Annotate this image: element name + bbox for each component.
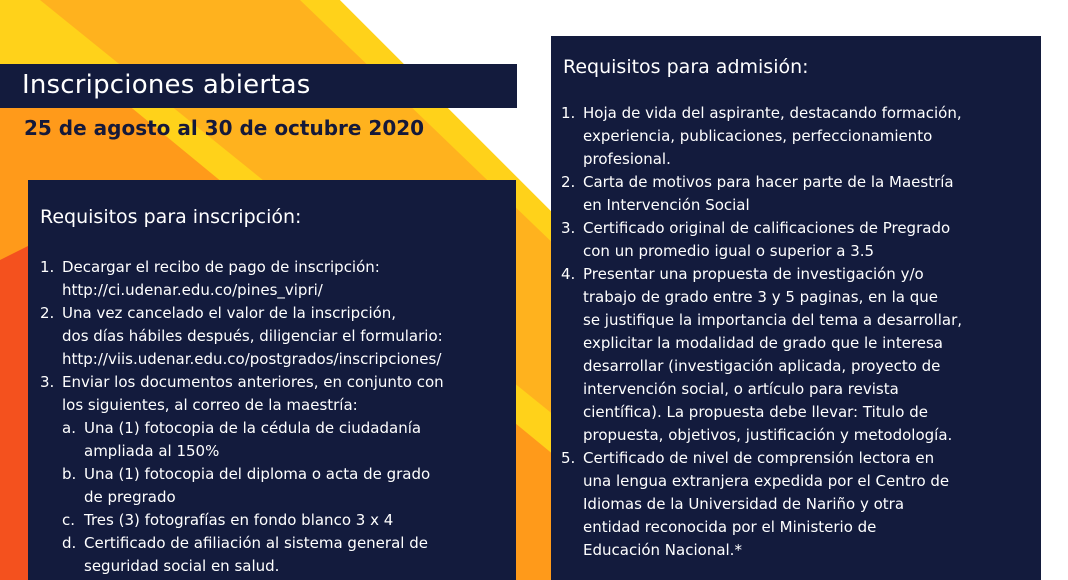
list-text: Certificado de nivel de comprensión lectora en una lengua extranjera expedida por el Centro de Idiomas de la Universidad de Nariño y otra entidad reconocida por el Ministerio de Educación Nacional.* (583, 449, 950, 559)
list-item (561, 102, 1039, 171)
list-item (40, 371, 516, 578)
admission-requirements-heading: Requisitos para admisión: (563, 56, 809, 78)
sublist-letter: b. (62, 465, 77, 483)
list-item (561, 171, 1039, 217)
list-text: Una vez cancelado el valor de la inscripción, dos días hábiles después, diligenciar el formulario: http://viis.udenar.edu.co/postgrados/inscripciones/ (62, 304, 443, 368)
sublist-text: Una (1) fotocopia del diploma o acta de grado de pregrado (84, 465, 431, 506)
list-text: Decargar el recibo de pago de inscripción: http://ci.udenar.edu.co/pines_vipri/ (62, 258, 380, 299)
page-title: Inscripciones abiertas (22, 70, 311, 100)
registration-dates: 25 de agosto al 30 de octubre 2020 (24, 116, 425, 140)
list-item (561, 217, 1039, 263)
sublist-letter: d. (62, 534, 77, 552)
list-item (40, 256, 516, 302)
list-item (561, 447, 1039, 562)
admission-requirements-panel (551, 36, 1041, 580)
list-number: 5. (561, 449, 576, 467)
registration-requirements-panel (28, 180, 516, 580)
sublist-item (62, 509, 516, 532)
list-number: 3. (561, 219, 576, 237)
list-number: 1. (561, 104, 576, 122)
sublist-text: Una (1) fotocopia de la cédula de ciudadanía ampliada al 150% (84, 419, 422, 460)
sublist-item (62, 417, 516, 463)
list-text: Hoja de vida del aspirante, destacando formación, experiencia, publicaciones, perfeccionamiento profesional. (583, 104, 962, 168)
list-number: 1. (40, 258, 55, 276)
sublist-text: Certificado de afiliación al sistema general de seguridad social en salud. (84, 534, 428, 575)
document-sublist (62, 417, 516, 578)
sublist-text: Tres (3) fotografías en fondo blanco 3 x 4 (84, 511, 394, 529)
list-number: 2. (40, 304, 55, 322)
list-text: Presentar una propuesta de investigación y/o trabajo de grado entre 3 y 5 paginas, en la que se justifique la importancia del tema a desarrollar, explicitar la modalidad de grado que le interesa desarrollar (investigación aplicada, proyecto de intervención social, o artículo para revista científica). La propuesta debe llevar: Titulo de propuesta, objetivos, justificación y metodología. (583, 265, 963, 444)
list-text: Carta de motivos para hacer parte de la Maestría en Intervención Social (583, 173, 954, 214)
list-number: 2. (561, 173, 576, 191)
list-number: 3. (40, 373, 55, 391)
sublist-item (62, 463, 516, 509)
registration-requirements-list (40, 256, 516, 578)
sublist-item (62, 532, 516, 578)
sublist-letter: a. (62, 419, 76, 437)
registration-requirements-heading: Requisitos para inscripción: (40, 206, 302, 228)
admission-requirements-list (561, 102, 1039, 562)
list-text: Certificado original de calificaciones de Pregrado con un promedio igual o superior a 3.5 (583, 219, 951, 260)
sublist-letter: c. (62, 511, 76, 529)
list-number: 4. (561, 265, 576, 283)
list-text: Enviar los documentos anteriores, en conjunto con los siguientes, al correo de la maestría: (62, 373, 444, 414)
list-item (40, 302, 516, 371)
list-item (561, 263, 1039, 447)
